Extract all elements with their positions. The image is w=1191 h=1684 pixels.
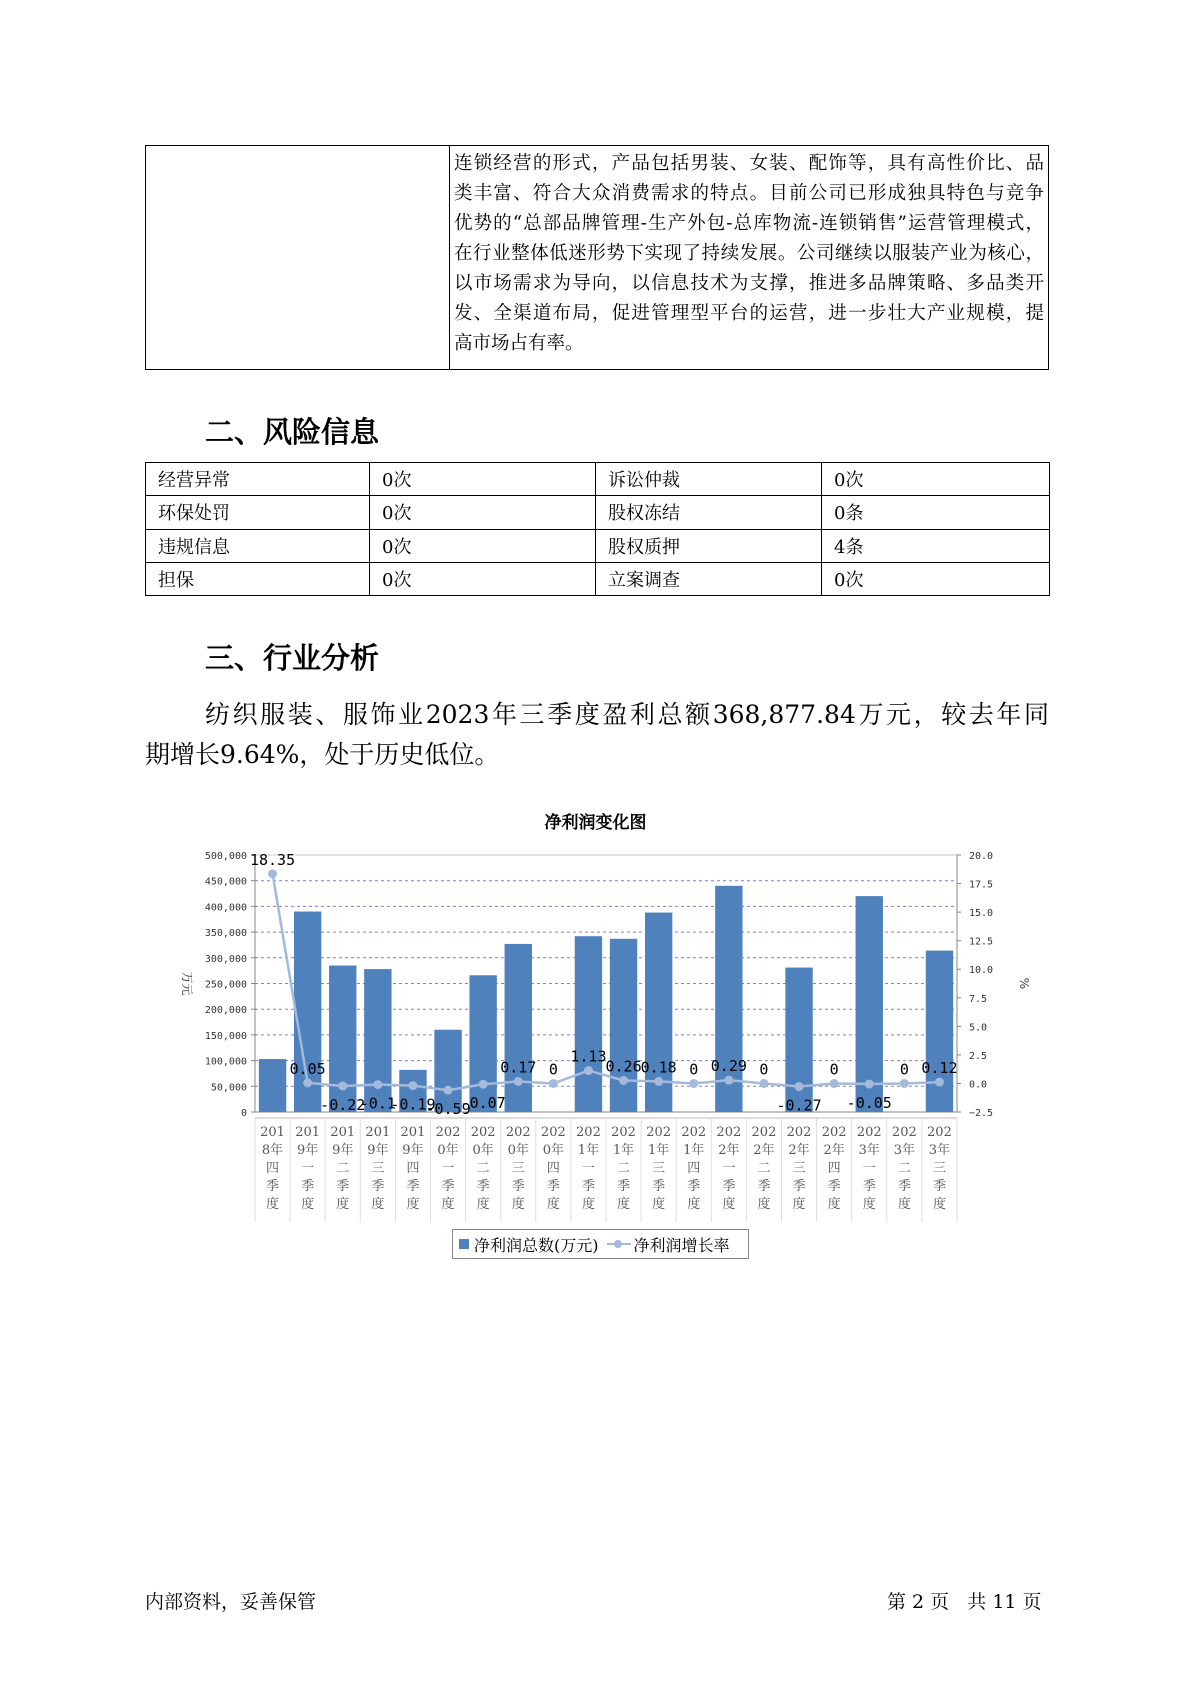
- y-tick-label: 250,000: [204, 979, 247, 991]
- company-intro-table: [145, 145, 1049, 370]
- legend-line-label: 净利润增长率: [633, 1235, 730, 1255]
- y-tick-label: 450,000: [204, 876, 247, 888]
- growth-rate-label: 0.18: [640, 1058, 677, 1077]
- growth-rate-point: [514, 1077, 523, 1086]
- risk-label: 立案调查: [596, 562, 822, 595]
- growth-rate-label: -0.05: [846, 1094, 892, 1113]
- category-label: 202 2年四季度: [821, 1125, 847, 1212]
- intro-label-cell: [146, 146, 450, 370]
- growth-rate-point: [654, 1077, 663, 1086]
- risk-value: 0次: [370, 562, 596, 595]
- category-label: 202 2年三季度: [786, 1125, 812, 1212]
- bar: [610, 939, 637, 1112]
- risk-label: 诉讼仲裁: [596, 463, 822, 496]
- net-profit-chart: [175, 840, 1035, 1225]
- risk-label: 经营异常: [146, 463, 370, 496]
- legend-bar-label: 净利润总数(万元): [474, 1235, 599, 1255]
- category-label: 202 2年二季度: [751, 1125, 777, 1212]
- line-legend-marker: [607, 1239, 631, 1249]
- growth-rate-point: [444, 1086, 453, 1095]
- y2-tick-label: 0.0: [969, 1079, 988, 1091]
- growth-rate-point: [795, 1082, 804, 1091]
- intro-line: 类丰富、符合大众消费需求的特点。目前公司已形成独具特色与竞争: [454, 183, 1044, 204]
- growth-rate-point: [338, 1081, 347, 1090]
- y2-tick-label: 17.5: [969, 879, 994, 891]
- growth-rate-label: -0.27: [776, 1096, 822, 1115]
- bar: [259, 1059, 286, 1112]
- category-label: 202 1年二季度: [611, 1125, 636, 1212]
- bar: [926, 951, 953, 1112]
- growth-rate-label: -0.19: [390, 1095, 436, 1114]
- growth-rate-label: -0.07: [460, 1094, 506, 1113]
- y2-tick-label: 20.0: [969, 851, 994, 862]
- y2-tick-label: 10.0: [969, 965, 994, 977]
- category-label: 201 9年三季度: [365, 1125, 391, 1212]
- growth-rate-label: 0: [829, 1060, 839, 1079]
- category-label: 202 3年一季度: [856, 1125, 882, 1212]
- industry-heading: 三、行业分析: [205, 641, 380, 675]
- category-label: 202 1年四季度: [681, 1125, 707, 1212]
- category-label: 202 3年三季度: [927, 1125, 952, 1212]
- risk-label: 环保处罚: [146, 496, 370, 529]
- risk-label: 担保: [146, 562, 370, 595]
- y2-tick-label: −2.5: [969, 1108, 994, 1119]
- growth-rate-label: 0.12: [921, 1059, 958, 1078]
- growth-rate-point: [900, 1079, 909, 1088]
- y2-tick-label: 12.5: [969, 936, 994, 948]
- growth-rate-point: [373, 1080, 382, 1089]
- risk-row: [146, 463, 1050, 496]
- category-label: 202 0年一季度: [435, 1125, 461, 1212]
- risk-row: [146, 562, 1050, 595]
- growth-rate-label: 0.29: [710, 1057, 747, 1076]
- growth-rate-point: [689, 1079, 698, 1088]
- growth-rate-label: -0.59: [425, 1100, 471, 1119]
- intro-line: 优势的“总部品牌管理-生产外包-总库物流-连锁销售”运营管理模式，: [454, 213, 1044, 234]
- category-label: 202 0年二季度: [470, 1125, 496, 1212]
- industry-paragraph-line: 纺织服装、服饰业2023年三季度盈利总额368,877.84万元，较去年同: [205, 700, 1049, 729]
- industry-paragraph-line: 期增长9.64%，处于历史低位。: [145, 740, 500, 769]
- intro-line: 高市场占有率。: [454, 333, 584, 354]
- growth-rate-label: 0.26: [605, 1057, 642, 1076]
- category-label: 202 1年三季度: [646, 1125, 672, 1212]
- growth-rate-point: [724, 1076, 733, 1085]
- risk-value: 4条: [822, 529, 1050, 562]
- category-label: 202 1年一季度: [576, 1125, 601, 1212]
- risk-value: 0次: [370, 496, 596, 529]
- risk-value: 0次: [822, 562, 1050, 595]
- y-tick-label: 500,000: [204, 851, 247, 862]
- bar: [364, 969, 391, 1112]
- intro-line: 连锁经营的形式，产品包括男装、女装、配饰等，具有高性价比、品: [454, 153, 1044, 174]
- growth-rate-label: 1.13: [570, 1047, 607, 1066]
- risk-row: [146, 529, 1050, 562]
- y2-tick-label: 5.0: [969, 1022, 988, 1034]
- intro-text-cell: [450, 146, 1049, 370]
- category-label: 201 9年四季度: [400, 1125, 426, 1212]
- risk-table: [145, 462, 1050, 596]
- footer-note: 内部资料，妥善保管: [145, 1591, 317, 1613]
- growth-rate-label: 0: [899, 1060, 909, 1079]
- risk-row: [146, 496, 1050, 529]
- y-tick-label: 400,000: [204, 902, 247, 914]
- growth-rate-point: [479, 1080, 488, 1089]
- risk-label: 股权质押: [596, 529, 822, 562]
- category-label: 201 9年二季度: [330, 1125, 356, 1212]
- growth-rate-point: [303, 1078, 312, 1087]
- y-tick-label: 300,000: [204, 953, 247, 965]
- intro-line: 在行业整体低迷形势下实现了持续发展。公司继续以服装产业为核心，: [454, 243, 1044, 264]
- risk-value: 0次: [370, 463, 596, 496]
- growth-rate-point: [549, 1079, 558, 1088]
- risk-label: 违规信息: [146, 529, 370, 562]
- category-label: 202 0年三季度: [505, 1125, 531, 1212]
- chart-legend: [452, 1229, 749, 1259]
- y2-tick-label: 7.5: [969, 993, 988, 1005]
- risk-value: 0条: [822, 496, 1050, 529]
- growth-rate-point: [619, 1076, 628, 1085]
- growth-rate-label: 0.17: [500, 1058, 537, 1077]
- category-label: 202 0年四季度: [540, 1125, 566, 1212]
- bar: [505, 944, 532, 1112]
- y2-tick-label: 2.5: [969, 1050, 988, 1062]
- bar: [575, 936, 602, 1112]
- growth-rate-point: [935, 1078, 944, 1087]
- risk-heading: 二、风险信息: [205, 415, 380, 449]
- bar: [469, 975, 496, 1112]
- category-label: 201 9年一季度: [295, 1125, 321, 1212]
- chart-title: 净利润变化图: [544, 813, 647, 833]
- y-tick-label: 50,000: [210, 1082, 247, 1094]
- y2-tick-label: 15.0: [969, 908, 994, 920]
- intro-line: 发、全渠道布局，促进管理型平台的运营，进一步壮大产业规模，提: [454, 303, 1044, 324]
- growth-rate-label: -0.22: [320, 1095, 366, 1114]
- growth-rate-label: 18.35: [249, 850, 296, 869]
- growth-rate-point: [865, 1080, 874, 1089]
- growth-rate-point: [408, 1081, 417, 1090]
- y-tick-label: 0: [240, 1108, 247, 1119]
- category-label: 202 3年二季度: [891, 1125, 917, 1212]
- y2-axis-title: %: [1017, 977, 1031, 990]
- intro-line: 以市场需求为导向，以信息技术为支撑，推进多品牌策略、多品类开: [454, 273, 1044, 294]
- bar-legend-swatch: [459, 1239, 469, 1249]
- y-tick-label: 350,000: [204, 928, 247, 940]
- risk-label: 股权冻结: [596, 496, 822, 529]
- growth-rate-label: 0.05: [289, 1059, 326, 1078]
- risk-value: 0次: [370, 529, 596, 562]
- risk-value: 0次: [822, 463, 1050, 496]
- y-axis-title: 万元: [180, 971, 194, 996]
- y-tick-label: 100,000: [204, 1056, 247, 1068]
- page-number: 第 2 页 共 11 页: [887, 1591, 1042, 1613]
- y-tick-label: 200,000: [204, 1005, 247, 1017]
- growth-rate-label: 0: [759, 1060, 769, 1079]
- growth-rate-label: 0: [689, 1060, 699, 1079]
- growth-rate-point: [759, 1079, 768, 1088]
- growth-rate-point: [584, 1066, 593, 1075]
- category-label: 201 8年四季度: [260, 1125, 285, 1212]
- category-label: 202 2年一季度: [716, 1125, 742, 1212]
- growth-rate-label: 0: [548, 1060, 558, 1079]
- y-tick-label: 150,000: [204, 1030, 247, 1042]
- growth-rate-point: [268, 869, 277, 878]
- growth-rate-point: [830, 1079, 839, 1088]
- growth-rate-label: -0.1: [359, 1094, 396, 1113]
